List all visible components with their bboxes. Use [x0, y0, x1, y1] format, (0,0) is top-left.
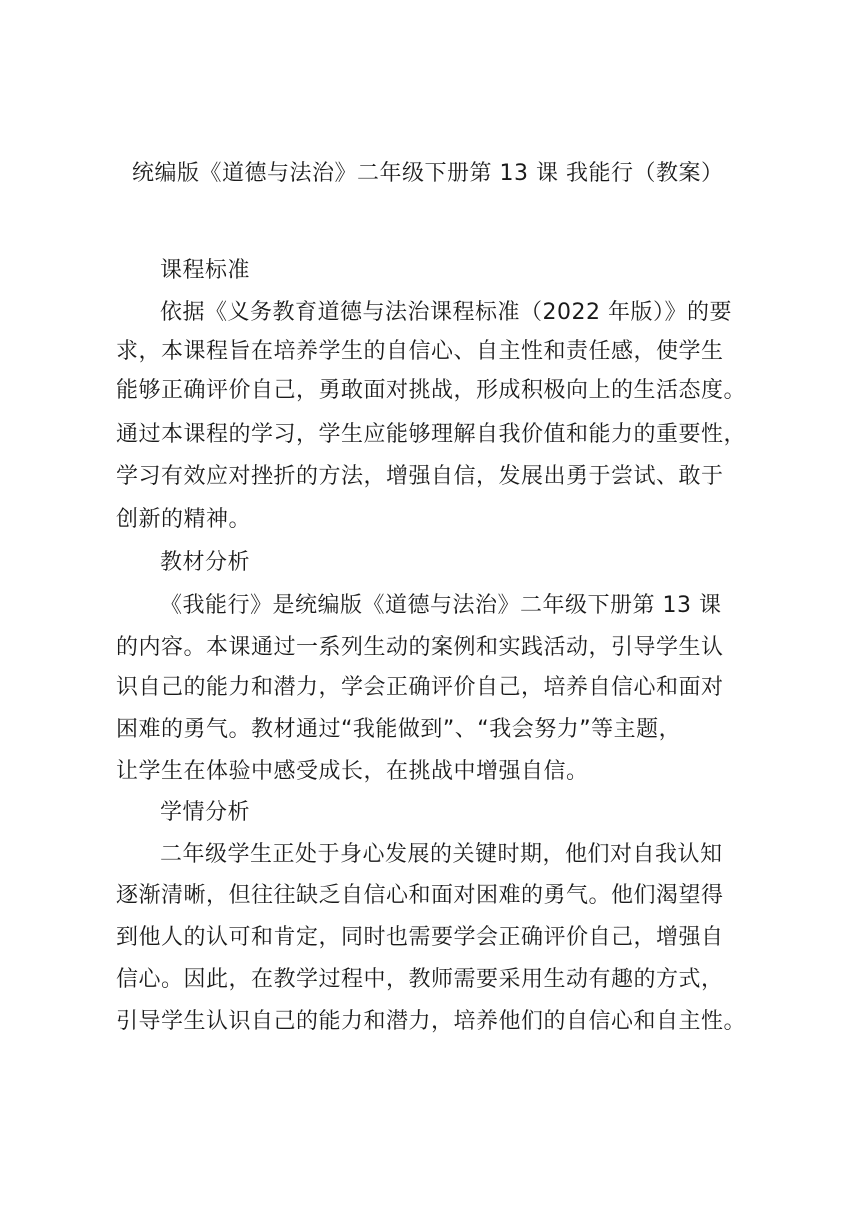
paragraph-line: 困难的勇气。教材通过“我能做到”、“我会努力”等主题， [116, 717, 682, 742]
paragraph-line: 《我能行》是统编版《道德与法治》二年级下册第 13 课 [160, 593, 722, 618]
paragraph-line: 二年级学生正处于身心发展的关键时期，他们对自我认知 [160, 842, 723, 867]
document-title: 统编版《道德与法治》二年级下册第 13 课 我能行（教案） [132, 161, 724, 186]
paragraph-line: 学习有效应对挫折的方法，增强自信，发展出勇于尝试、敢于 [116, 464, 724, 489]
paragraph-line: 引导学生认识自己的能力和潜力，培养他们的自信心和自主性。 [116, 1009, 747, 1034]
section-heading-material-analysis: 教材分析 [160, 550, 251, 575]
paragraph-line: 求，本课程旨在培养学生的自信心、自主性和责任感，使学生 [116, 339, 724, 364]
paragraph-line: 到他人的认可和肯定，同时也需要学会正确评价自己，增强自 [116, 925, 724, 950]
section-heading-student-analysis: 学情分析 [160, 800, 251, 825]
paragraph-line: 让学生在体验中感受成长，在挑战中增强自信。 [116, 759, 589, 784]
section-heading-course-standard: 课程标准 [160, 258, 251, 283]
paragraph-line: 能够正确评价自己，勇敢面对挑战，形成积极向上的生活态度。 [116, 378, 747, 403]
paragraph-line: 的内容。本课通过一系列生动的案例和实践活动，引导学生认 [116, 635, 724, 660]
paragraph-line: 通过本课程的学习，学生应能够理解自我价值和能力的重要性， [116, 422, 747, 447]
paragraph-line: 逐渐清晰，但往往缺乏自信心和面对困难的勇气。他们渴望得 [116, 883, 724, 908]
paragraph-line: 信心。因此，在教学过程中，教师需要采用生动有趣的方式， [116, 967, 724, 992]
paragraph-line: 创新的精神。 [116, 507, 252, 532]
paragraph-line: 识自己的能力和潜力，学会正确评价自己，培养自信心和面对 [116, 675, 724, 700]
paragraph-line: 依据《义务教育道德与法治课程标准（2022 年版）》的要 [160, 300, 732, 325]
